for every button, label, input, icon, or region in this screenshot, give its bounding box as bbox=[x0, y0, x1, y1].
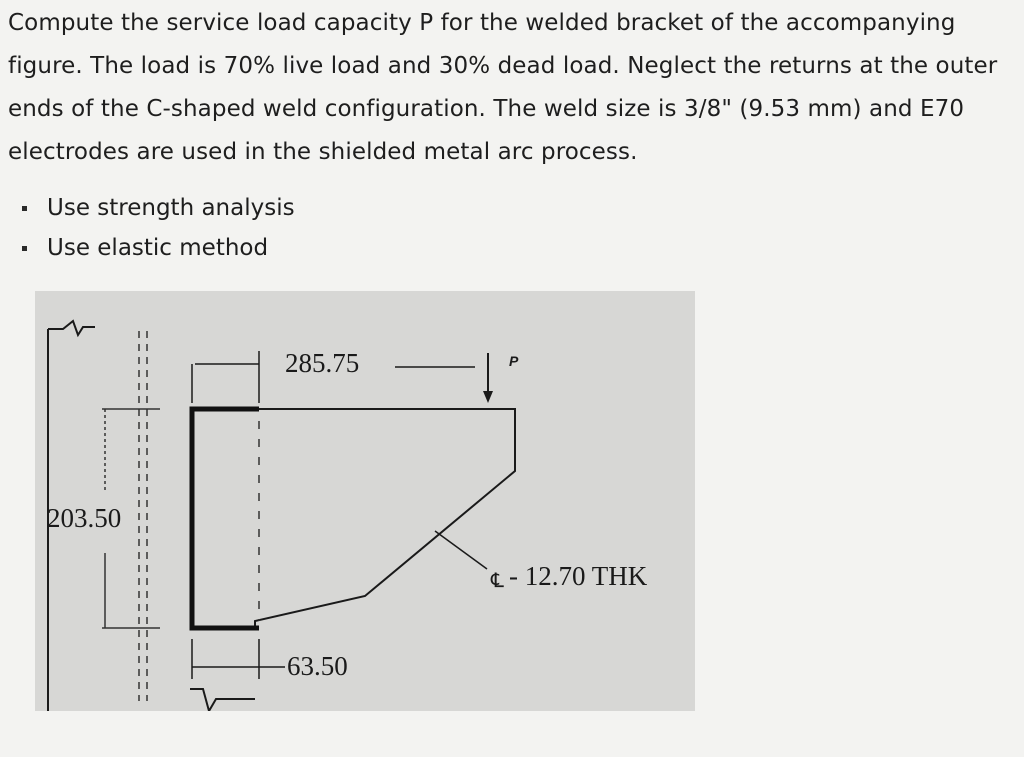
bracket-plate bbox=[192, 409, 515, 628]
left-dimension-label: 203.50 bbox=[47, 503, 122, 533]
centerline-symbol-icon: ℄ bbox=[491, 570, 504, 592]
method-item bbox=[22, 188, 295, 228]
bracket-drawing bbox=[35, 291, 695, 711]
method-item bbox=[22, 228, 295, 268]
top-break-line bbox=[48, 321, 95, 335]
bottom-break-line bbox=[190, 689, 255, 711]
method-list bbox=[22, 188, 295, 268]
bottom-dimension-label: 63.50 bbox=[287, 651, 348, 681]
problem-statement bbox=[8, 2, 1018, 174]
bullet-icon bbox=[22, 206, 27, 211]
load-label: P bbox=[509, 353, 519, 369]
top-dimension-label: 285.75 bbox=[285, 348, 360, 378]
bullet-icon bbox=[22, 246, 27, 251]
c-shaped-weld bbox=[192, 409, 259, 628]
method-item-label: Use strength analysis bbox=[47, 195, 295, 221]
problem-line-4: electrodes are used in the shielded metal arc process. bbox=[8, 139, 638, 165]
arrow-head-icon bbox=[483, 391, 493, 403]
welded-bracket-figure bbox=[35, 291, 695, 711]
method-item-label: Use elastic method bbox=[47, 235, 269, 261]
problem-line-1: Compute the service load capacity P for the welded bracket of the accompanying bbox=[8, 10, 956, 36]
plate-thickness-label: - 12.70 THK bbox=[509, 561, 648, 591]
problem-line-3: ends of the C-shaped weld configuration. The weld size is 3/8" (9.53 mm) and E70 bbox=[8, 96, 965, 122]
bottom-dimension bbox=[192, 639, 285, 679]
hidden-lines bbox=[139, 331, 147, 701]
plate-callout-leader bbox=[435, 531, 487, 569]
problem-line-2: figure. The load is 70% live load and 30% dead load. Neglect the returns at the outer bbox=[8, 53, 998, 79]
